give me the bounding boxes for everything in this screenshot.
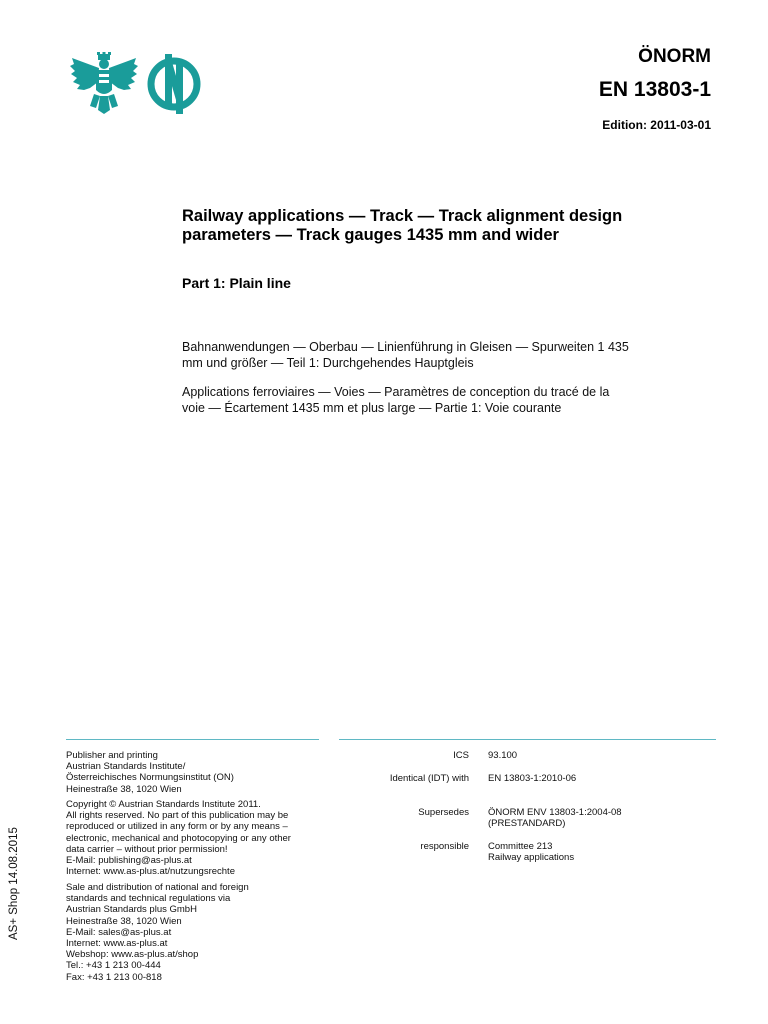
footer-rule-left [66,739,319,740]
norm-label: ÖNORM [638,46,711,67]
responsible-value: Committee 213 Railway applications [488,841,575,864]
supersedes-value: ÖNORM ENV 13803-1:2004-08 (PRESTANDARD) [488,807,622,830]
ics-value: 93.100 [488,750,518,761]
document-part: Part 1: Plain line [182,275,291,291]
supersedes-label: Supersedes [418,807,469,818]
on-standards-logo [146,50,202,114]
austrian-eagle-logo [70,52,138,114]
german-title: Bahnanwendungen — Oberbau — Linienführung in Gleisen — Spurweiten 1 435 mm und größer — Teil 1: Durchgehendes Hauptgleis [182,340,629,370]
distribution-block: Sale and distribution of national and foreign standards and technical regulations via Austrian Standards plus GmbH Heinestraße 38, 1020 Wien E-Mail: sales@as-plus.at Internet: www.as-plus.at Webshop: www.as-plus.at/shop Tel.: +43 1 213 00-444 Fax: +43 1 213 00-818 [66,882,249,983]
standard-number: EN 13803-1 [598,78,711,101]
publisher-block: Publisher and printing Austrian Standards Institute/ Österreichisches Normungsinstitut (ON) Heinestraße 38, 1020 Wien [66,750,234,795]
copyright-block: Copyright © Austrian Standards Institute 2011. All rights reserved. No part of this publication may be reproduced or utilized in any form or by any means – electronic, mechanical and photocopying or any other data carrier – without prior permission! E-Mail: publishing@as-plus.at Internet: www.as-plus.at/nutzungsrechte [66,799,291,878]
shop-stamp: AS+ Shop 14.08.2015 [8,827,20,940]
french-title: Applications ferroviaires — Voies — Paramètres de conception du tracé de la voie — Écartement 1435 mm et plus large — Partie 1: Voie courante [182,385,610,415]
document-title: Railway applications — Track — Track alignment design parameters — Track gauges 1435 mm and wider [182,207,623,244]
responsible-label: responsible [420,841,469,852]
identical-label: Identical (IDT) with [389,773,469,784]
footer-rule-right [339,739,716,740]
identical-value: EN 13803-1:2010-06 [488,773,577,784]
edition-date: Edition: 2011-03-01 [602,118,711,132]
ics-label: ICS [453,750,469,761]
